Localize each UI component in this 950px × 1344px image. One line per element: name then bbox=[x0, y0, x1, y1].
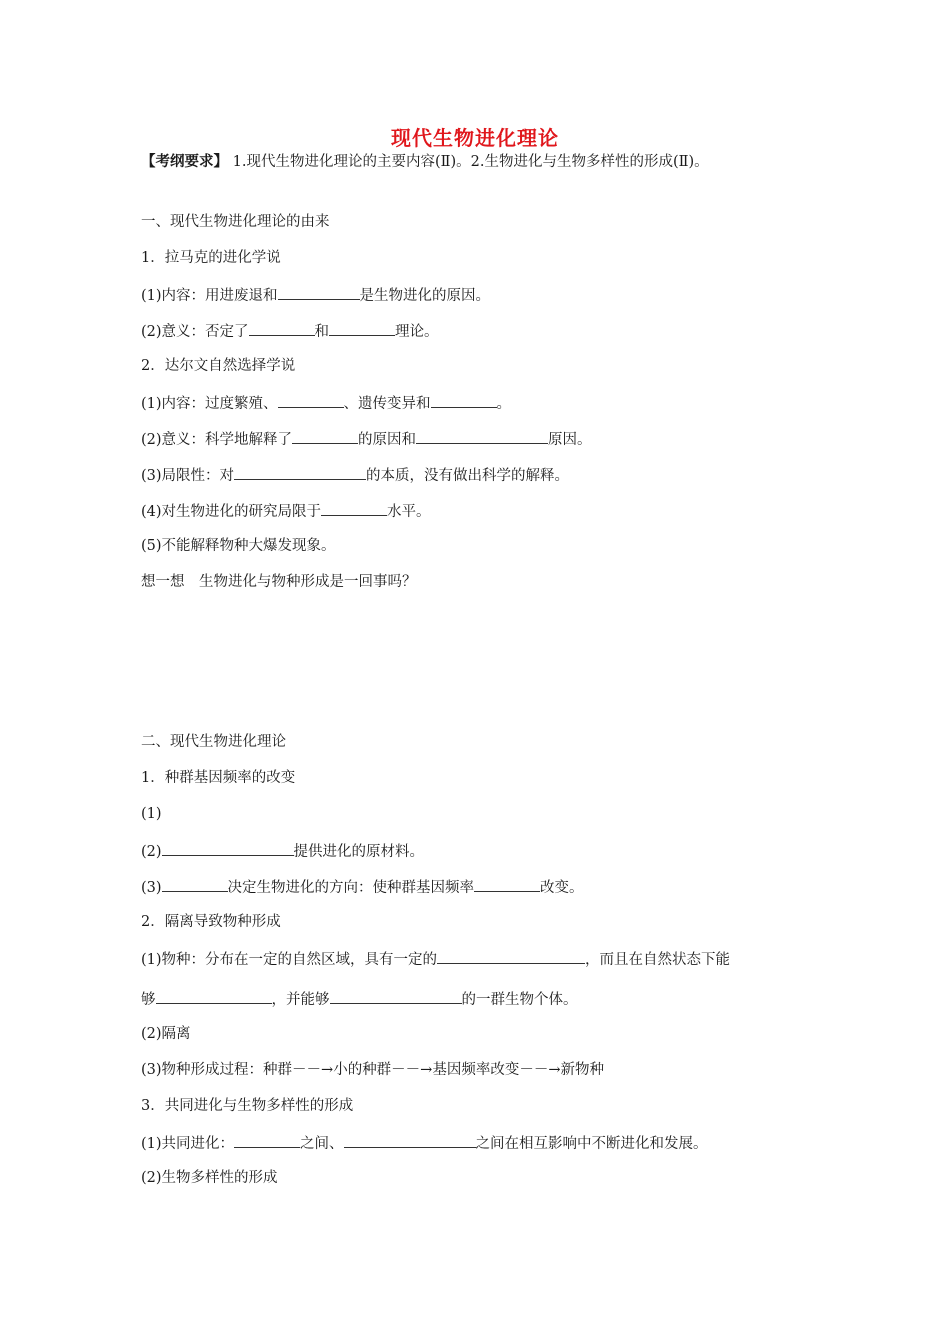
coevolution-item-2: (2)生物多样性的形成 bbox=[141, 1170, 278, 1186]
species-definition-1: (1)物种：分布在一定的自然区域，具有一定的 ，而且在自然状态下能 bbox=[141, 948, 730, 970]
requirements-label: 【考纲要求】 bbox=[141, 154, 228, 170]
speciation-process: (3)物种形成过程：种群－－→小的种群－－→基因频率改变－－→新物种 bbox=[141, 1062, 604, 1078]
requirements-text: 1.现代生物进化理论的主要内容(Ⅱ)。2.生物进化与生物多样性的形成(Ⅱ)。 bbox=[228, 154, 709, 170]
darwin-level: (4)对生物进化的研究局限于 水平。 bbox=[141, 500, 431, 522]
darwin-burst: (5)不能解释物种大爆发现象。 bbox=[141, 538, 336, 554]
section-1-heading: 一、现代生物进化理论的由来 bbox=[141, 214, 330, 230]
answer-blank bbox=[344, 1132, 476, 1148]
darwin-content: (1)内容：过度繁殖、 、遗传变异和 。 bbox=[141, 392, 511, 414]
answer-blank bbox=[321, 500, 387, 516]
isolation-item: (2)隔离 bbox=[141, 1026, 191, 1042]
species-definition-2: 够 ，并能够 的一群生物个体。 bbox=[141, 988, 578, 1010]
section-2-heading: 二、现代生物进化理论 bbox=[141, 734, 286, 750]
answer-blank bbox=[474, 876, 540, 892]
coevolution-item-1: (1)共同进化： 之间、 之间在相互影响中不断进化和发展。 bbox=[141, 1132, 708, 1154]
coevolution-heading: 3．共同进化与生物多样性的形成 bbox=[141, 1098, 354, 1114]
lamarck-content: (1)内容：用进废退和 是生物进化的原因。 bbox=[141, 284, 490, 306]
answer-blank bbox=[156, 988, 272, 1004]
answer-blank bbox=[162, 876, 228, 892]
page-title: 现代生物进化理论 bbox=[391, 126, 559, 150]
answer-blank bbox=[416, 428, 548, 444]
darwin-limitation: (3)局限性：对 的本质，没有做出科学的解释。 bbox=[141, 464, 569, 486]
freq-heading: 1．种群基因频率的改变 bbox=[141, 770, 296, 786]
freq-item-3: (3) 决定生物进化的方向：使种群基因频率 改变。 bbox=[141, 876, 584, 898]
answer-blank bbox=[278, 284, 360, 300]
darwin-meaning: (2)意义：科学地解释了 的原因和 原因。 bbox=[141, 428, 592, 450]
think-question: 想一想 生物进化与物种形成是一回事吗？ bbox=[141, 574, 417, 590]
answer-blank bbox=[330, 988, 462, 1004]
answer-blank bbox=[234, 1132, 300, 1148]
answer-blank bbox=[292, 428, 358, 444]
lamarck-meaning: (2)意义：否定了 和 理论。 bbox=[141, 320, 439, 342]
lamarck-heading: 1．拉马克的进化学说 bbox=[141, 250, 281, 266]
answer-blank bbox=[234, 464, 366, 480]
answer-blank bbox=[278, 392, 344, 408]
answer-blank bbox=[431, 392, 497, 408]
answer-blank bbox=[249, 320, 315, 336]
answer-blank bbox=[162, 840, 294, 856]
freq-item-2: (2) 提供进化的原材料。 bbox=[141, 840, 424, 862]
exam-requirements bbox=[141, 150, 709, 171]
freq-item-1: (1) bbox=[141, 806, 162, 822]
answer-blank bbox=[329, 320, 395, 336]
answer-blank bbox=[437, 948, 585, 964]
isolation-heading: 2．隔离导致物种形成 bbox=[141, 914, 281, 930]
darwin-heading: 2．达尔文自然选择学说 bbox=[141, 358, 296, 374]
